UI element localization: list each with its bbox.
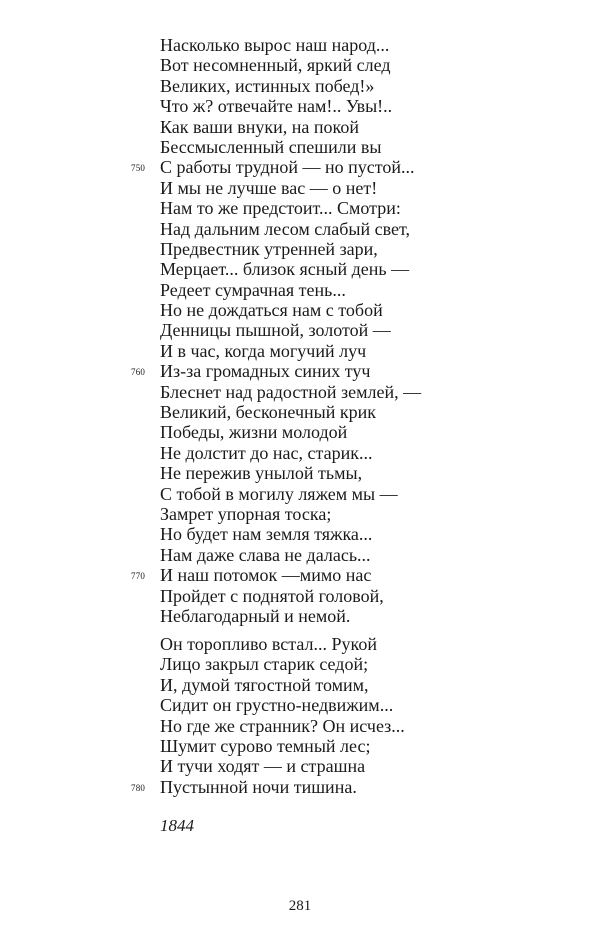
line-text: Но где же странник? Он исчез... (160, 715, 405, 736)
poem-line (160, 382, 580, 402)
line-text: Нам то же предстоит... Смотри: (160, 198, 401, 219)
poem-line (160, 545, 580, 565)
line-text: Сидит он грустно-недвижим... (160, 695, 394, 716)
line-number: 780 (131, 782, 146, 793)
line-text: Из-за громадных синих туч (160, 361, 371, 382)
line-text: И в час, когда могучий луч (160, 340, 367, 361)
line-number: 760 (131, 367, 146, 378)
poem-line (131, 776, 580, 797)
line-text: Победы, жизни молодой (160, 422, 348, 443)
line-text: Над дальним лесом слабый свет, (160, 218, 410, 239)
line-text: И тучи ходят — и страшна (160, 756, 366, 777)
line-text: Нам даже слава не далась... (160, 544, 371, 565)
poem-line (160, 300, 580, 320)
poem-line (131, 565, 580, 586)
poem-line (160, 654, 580, 674)
poem-line (160, 96, 580, 116)
line-text: Великий, бесконечный крик (160, 402, 377, 423)
poem-line (160, 55, 580, 75)
line-text: Как ваши внуки, на покой (160, 116, 359, 137)
line-number: 750 (131, 163, 146, 174)
line-text: Но не дождаться нам с тобой (160, 300, 383, 321)
poem-line (160, 341, 580, 361)
poem-line (160, 756, 580, 776)
poem-line (160, 280, 580, 300)
poem-date: 1844 (160, 816, 194, 835)
poem-line (160, 484, 580, 504)
poem-line (160, 463, 580, 483)
line-text: Бессмысленный спешили вы (160, 136, 382, 157)
line-number: 770 (131, 571, 146, 582)
poem-line (160, 524, 580, 544)
poem-line (160, 634, 580, 654)
poem-line (160, 259, 580, 279)
poem-line (131, 361, 580, 382)
line-text: Что ж? отвечайте нам!.. Увы!.. (160, 96, 393, 117)
line-text: Шумит сурово темный лес; (160, 735, 371, 756)
line-text: Лицо закрыл старик седой; (160, 654, 369, 675)
line-text: Неблагодарный и немой. (160, 605, 351, 626)
line-text: Пустынной ночи тишина. (160, 776, 357, 797)
line-text: Редеет сумрачная тень... (160, 279, 346, 300)
line-text: Мерцает... близок ясный день — (160, 259, 410, 280)
poem-line (160, 606, 580, 626)
poem-line (160, 137, 580, 157)
line-text: Он торопливо встал... Рукой (160, 634, 377, 654)
poem-line (160, 736, 580, 756)
poem-line (160, 422, 580, 442)
poem-line (160, 402, 580, 422)
poem-line (160, 716, 580, 736)
poem-line (160, 675, 580, 695)
line-text: Денницы пышной, золотой — (160, 320, 391, 341)
line-text: Блеснет над радостной землей, — (160, 381, 422, 402)
line-text: Насколько вырос наш народ... (160, 35, 390, 55)
stanza-2 (131, 634, 580, 797)
line-text: И наш потомок —мимо нас (160, 565, 372, 586)
poem-line (160, 586, 580, 606)
poem-line (160, 695, 580, 715)
poem-line (160, 178, 580, 198)
line-text: Замрет упорная тоска; (160, 503, 332, 524)
line-text: И мы не лучше вас — о нет! (160, 177, 378, 198)
line-text: Не долстит до нас, старик... (160, 442, 373, 463)
line-text: Не пережив унылой тьмы, (160, 463, 363, 484)
poem-line (160, 443, 580, 463)
line-text: Но будет нам земля тяжка... (160, 524, 373, 545)
line-text: И, думой тягостной томим, (160, 674, 369, 695)
poem-line (160, 76, 580, 96)
line-text: С работы трудной — но пустой... (160, 157, 415, 178)
page-number: 281 (288, 898, 312, 914)
poem-line (160, 219, 580, 239)
line-text: Пройдет с поднятой головой, (160, 585, 384, 606)
poem-line (131, 157, 580, 178)
stanza-1 (131, 35, 580, 626)
poem-line (160, 239, 580, 259)
line-text: Великих, истинных побед!» (160, 75, 375, 96)
poem-line (160, 504, 580, 524)
line-text: С тобой в могилу ляжем мы — (160, 483, 398, 504)
poem-line (160, 117, 580, 137)
line-text: Вот несомненный, яркий след (160, 55, 391, 76)
poem-line (160, 35, 580, 55)
poem-line (160, 198, 580, 218)
poem-line (160, 320, 580, 340)
line-text: Предвестник утренней зари, (160, 238, 378, 259)
